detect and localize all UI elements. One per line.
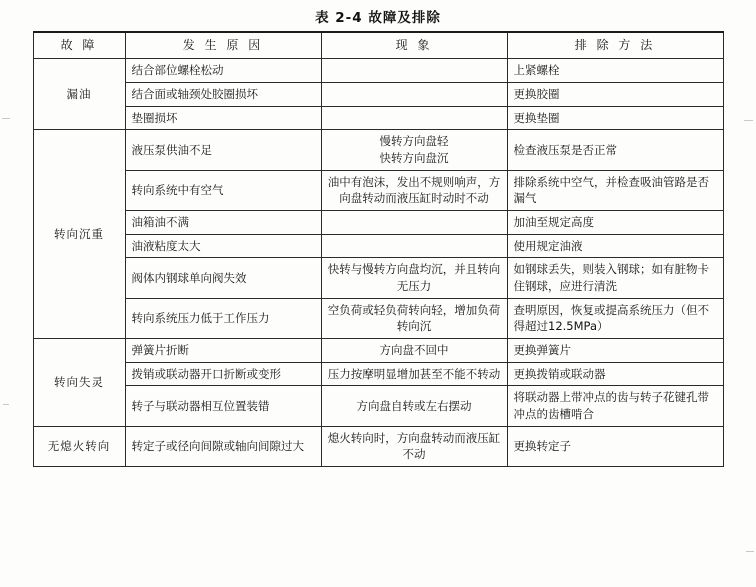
- column-header-fault: 故 障: [33, 32, 125, 59]
- cause-cell: 转子与联动器相互位置装错: [125, 386, 321, 426]
- fix-cell: 使用规定油液: [507, 234, 723, 258]
- symptom-cell: 快转与慢转方向盘均沉，并且转向无压力: [321, 258, 507, 298]
- symptom-cell: 熄火转向时，方向盘转动而液压缸不动: [321, 426, 507, 466]
- symptom-cell: [321, 211, 507, 235]
- cause-cell: 转向系统压力低于工作压力: [125, 298, 321, 338]
- table-header-row: [33, 32, 723, 59]
- table-row: [33, 386, 723, 426]
- fix-cell: 更换垫圈: [507, 106, 723, 130]
- table-row: [33, 258, 723, 298]
- table-row: [33, 170, 723, 210]
- cause-cell: 转定子或径向间隙或轴向间隙过大: [125, 426, 321, 466]
- symptom-cell: 空负荷或轻负荷转向轻，增加负荷转向沉: [321, 298, 507, 338]
- cause-cell: 结合面或轴颈处胶圈损坏: [125, 83, 321, 107]
- fault-category-cell: 转向失灵: [33, 339, 125, 427]
- fix-cell: 更换胶圈: [507, 83, 723, 107]
- symptom-cell: 油中有泡沫，发出不规则响声，方向盘转动而液压缸时动时不动: [321, 170, 507, 210]
- cause-cell: 垫圈损坏: [125, 106, 321, 130]
- cause-cell: 油箱油不满: [125, 211, 321, 235]
- cause-cell: 油液粘度太大: [125, 234, 321, 258]
- symptom-cell: [321, 234, 507, 258]
- fix-cell: 检查液压泵是否正常: [507, 130, 723, 170]
- table-row: [33, 339, 723, 363]
- table-body: [33, 59, 723, 467]
- cause-cell: 弹簧片折断: [125, 339, 321, 363]
- cause-cell: 转向系统中有空气: [125, 170, 321, 210]
- symptom-line: 慢转方向盘轻: [379, 134, 449, 149]
- fix-cell: 排除系统中空气，并检查吸油管路是否漏气: [507, 170, 723, 210]
- table-row: [33, 234, 723, 258]
- column-header-cause: 发 生 原 因: [125, 32, 321, 59]
- cause-cell: 液压泵供油不足: [125, 130, 321, 170]
- scan-artifact: [2, 118, 10, 119]
- symptom-cell: 方向盘自转或左右摆动: [321, 386, 507, 426]
- fix-cell: 将联动器上带冲点的齿与转子花键孔带冲点的齿槽啃合: [507, 386, 723, 426]
- symptom-cell: [321, 130, 507, 170]
- fault-category-cell: 转向沉重: [33, 130, 125, 339]
- table-row: [33, 298, 723, 338]
- fix-cell: 更换拨销或联动器: [507, 362, 723, 386]
- fix-cell: 更换弹簧片: [507, 339, 723, 363]
- symptom-cell: 压力按摩明显增加甚至不能不转动: [321, 362, 507, 386]
- fix-cell: 查明原因，恢复或提高系统压力（但不得超过12.5MPa）: [507, 298, 723, 338]
- symptom-cell: [321, 106, 507, 130]
- scan-artifact: [3, 404, 9, 405]
- fix-cell: 如钢球丢失，则装入钢球；如有脏物卡住钢球，应进行清洗: [507, 258, 723, 298]
- symptom-cell: 方向盘不回中: [321, 339, 507, 363]
- scan-artifact: [744, 120, 753, 121]
- table-row: [33, 59, 723, 83]
- table-row: [33, 106, 723, 130]
- table-row: [33, 362, 723, 386]
- table-row: [33, 83, 723, 107]
- column-header-symptom: 现 象: [321, 32, 507, 59]
- table-header: [33, 32, 723, 59]
- fix-cell: 上紧螺栓: [507, 59, 723, 83]
- symptom-cell: [321, 83, 507, 107]
- column-header-fix: 排 除 方 法: [507, 32, 723, 59]
- fix-cell: 更换转定子: [507, 426, 723, 466]
- table-row: [33, 211, 723, 235]
- table-row: [33, 426, 723, 466]
- table-row: [33, 130, 723, 170]
- fix-cell: 加油至规定高度: [507, 211, 723, 235]
- symptom-line: 快转方向盘沉: [379, 151, 449, 166]
- cause-cell: 结合部位螺栓松动: [125, 59, 321, 83]
- symptom-cell: [321, 59, 507, 83]
- scan-artifact: [746, 551, 754, 552]
- cause-cell: 阀体内钢球单向阀失效: [125, 258, 321, 298]
- fault-table: [33, 31, 724, 467]
- fault-category-cell: 无熄火转向: [33, 426, 125, 466]
- table-title: 表 2-4 故障及排除: [315, 10, 441, 26]
- cause-cell: 拨销或联动器开口折断或变形: [125, 362, 321, 386]
- fault-category-cell: 漏油: [33, 59, 125, 130]
